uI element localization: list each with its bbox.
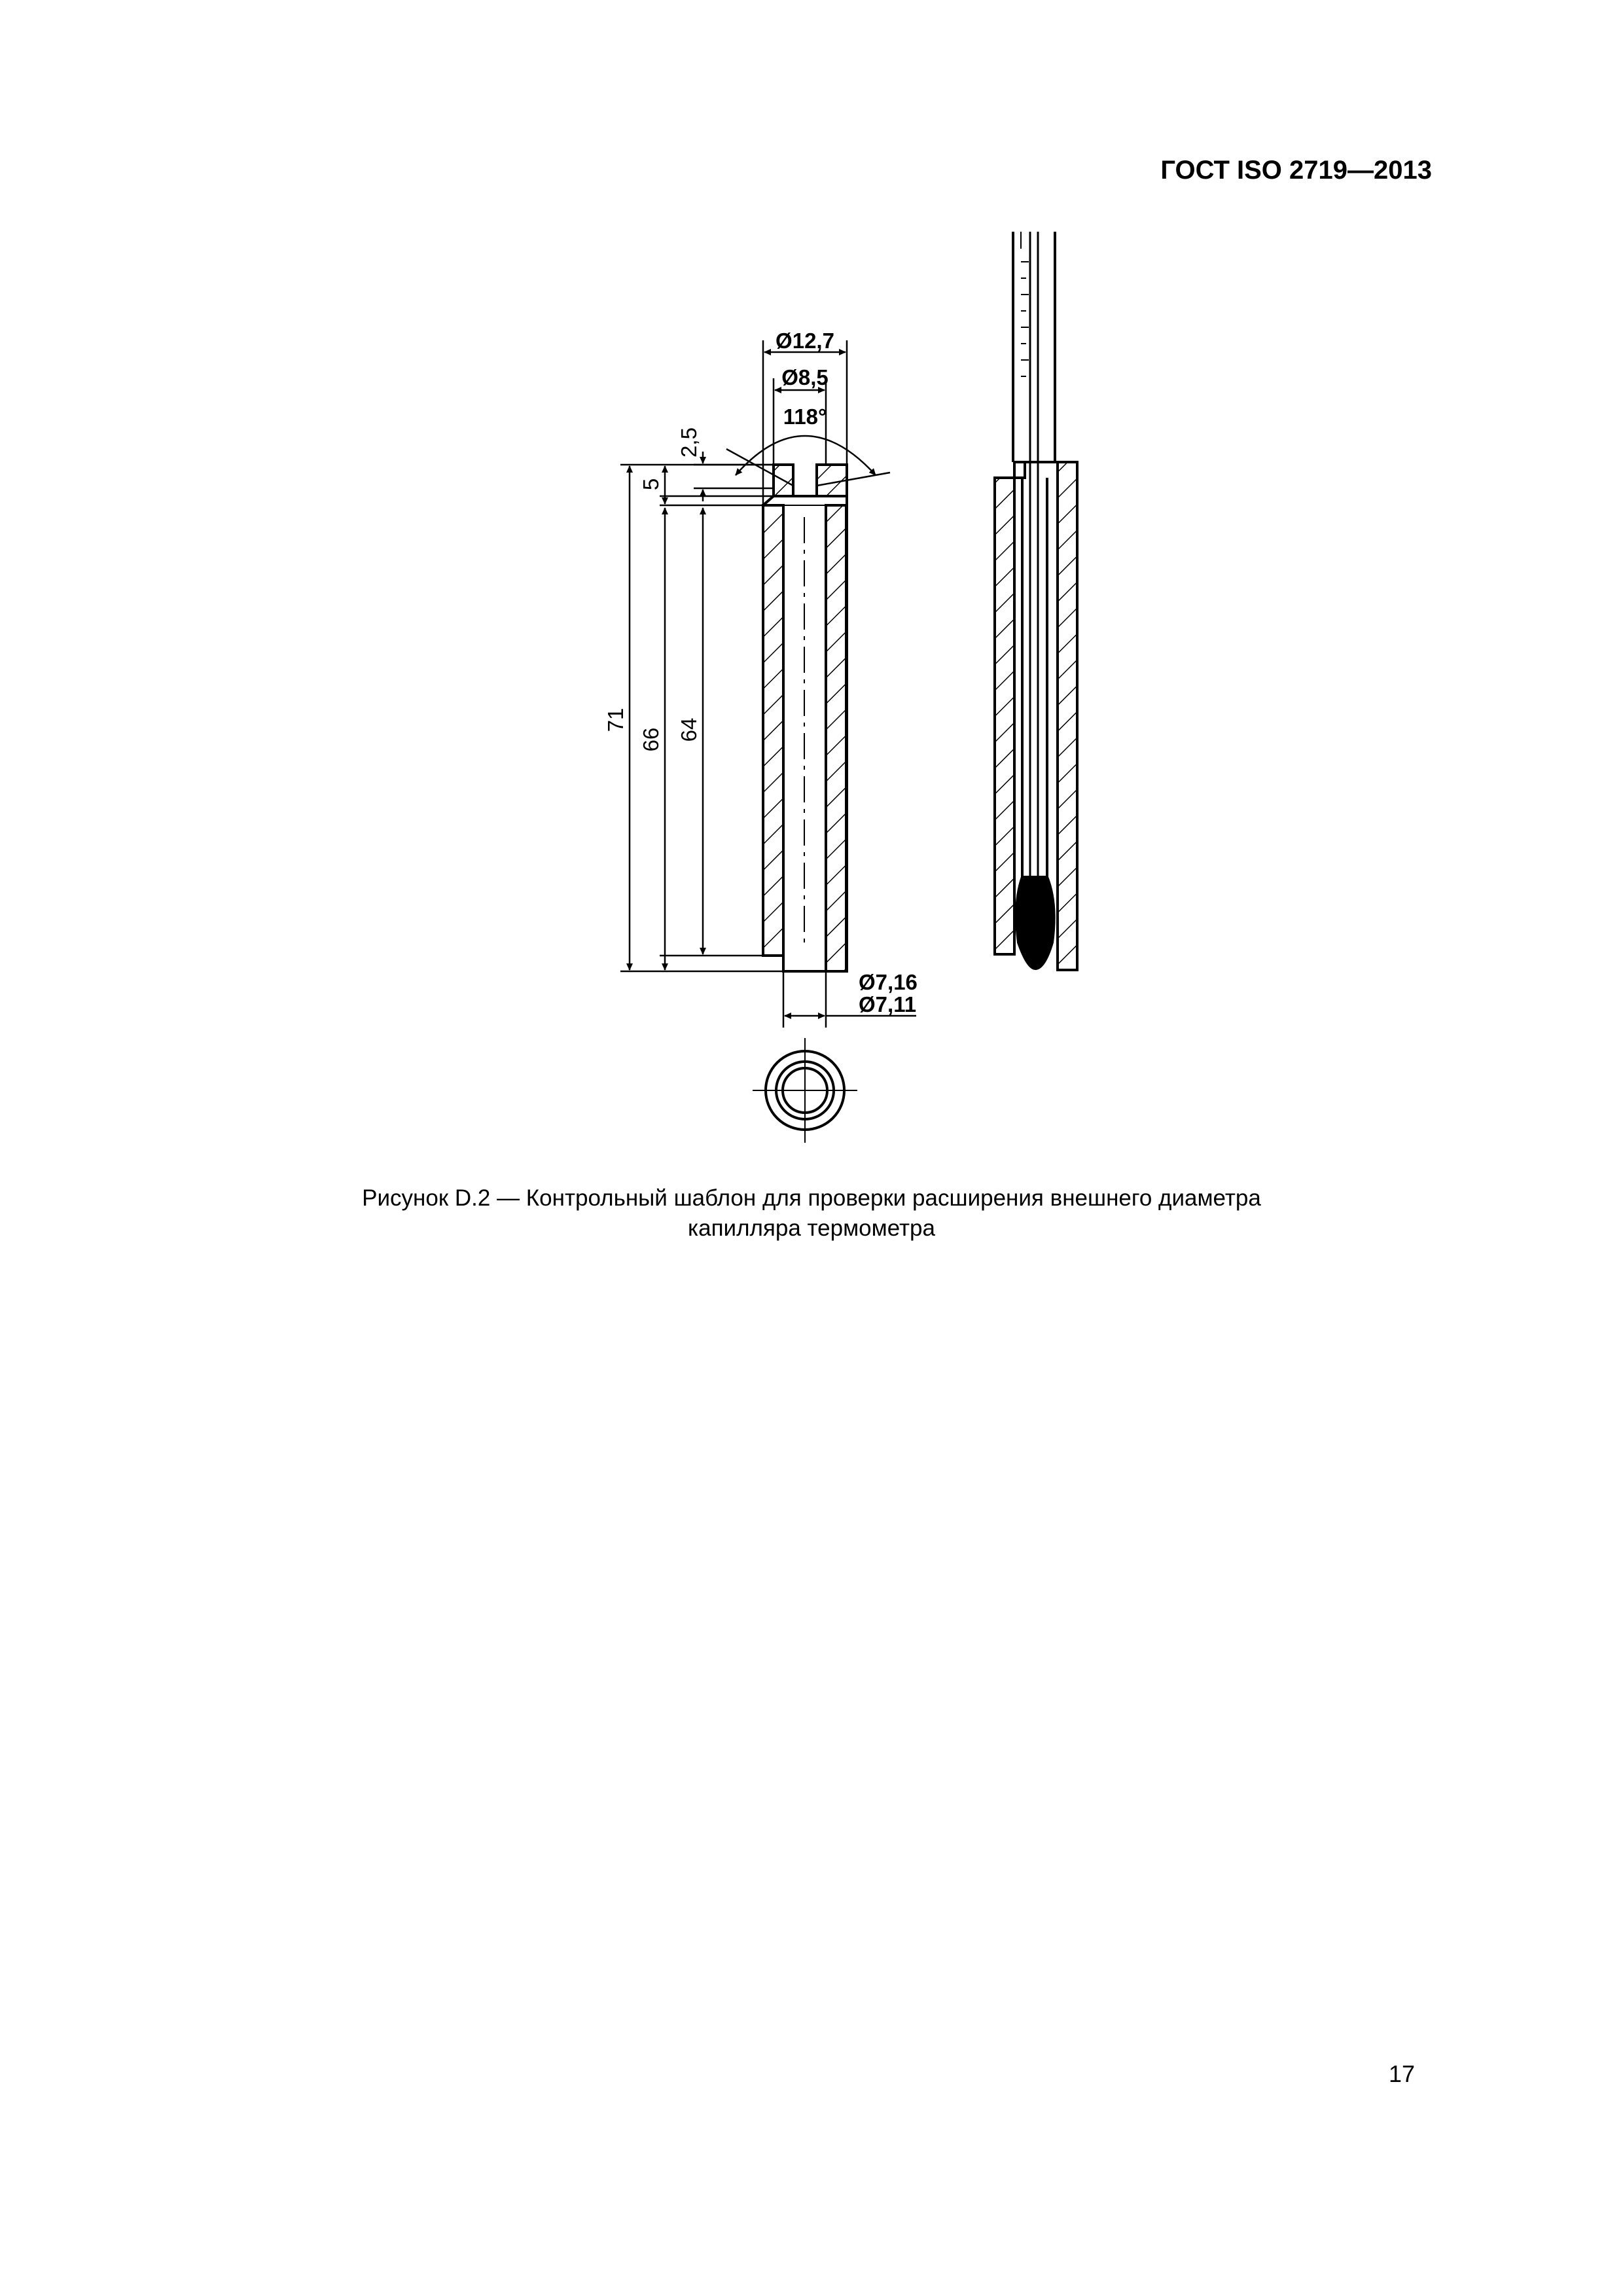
dim-total-height: 71 — [603, 708, 628, 732]
dim-height-64: 64 — [677, 717, 701, 742]
dim-angle: 118° — [783, 404, 827, 429]
standard-designation: ГОСТ ISO 2719—2013 — [1160, 156, 1432, 185]
dim-recess-height: 5 — [639, 478, 663, 491]
page-number: 17 — [1388, 2060, 1415, 2087]
dim-chamfer-height: 2,5 — [677, 427, 701, 457]
gauge-section — [763, 465, 847, 971]
caption-line-2: капилляра термометра — [688, 1215, 935, 1241]
dim-outer-diameter: Ø12,7 — [776, 329, 834, 353]
dim-bore-min: Ø7,11 — [859, 992, 917, 1016]
plan-view — [753, 1038, 857, 1143]
caption-line-1: Рисунок D.2 — Контрольный шаблон для проверки расширения внешнего диаметра — [362, 1185, 1261, 1211]
dim-height-66: 66 — [639, 727, 663, 752]
thermometer-assembly — [995, 232, 1077, 970]
dim-recess-diameter: Ø8,5 — [781, 365, 829, 389]
figure-caption — [0, 1183, 1623, 1244]
dim-bore-max: Ø7,16 — [859, 970, 918, 994]
